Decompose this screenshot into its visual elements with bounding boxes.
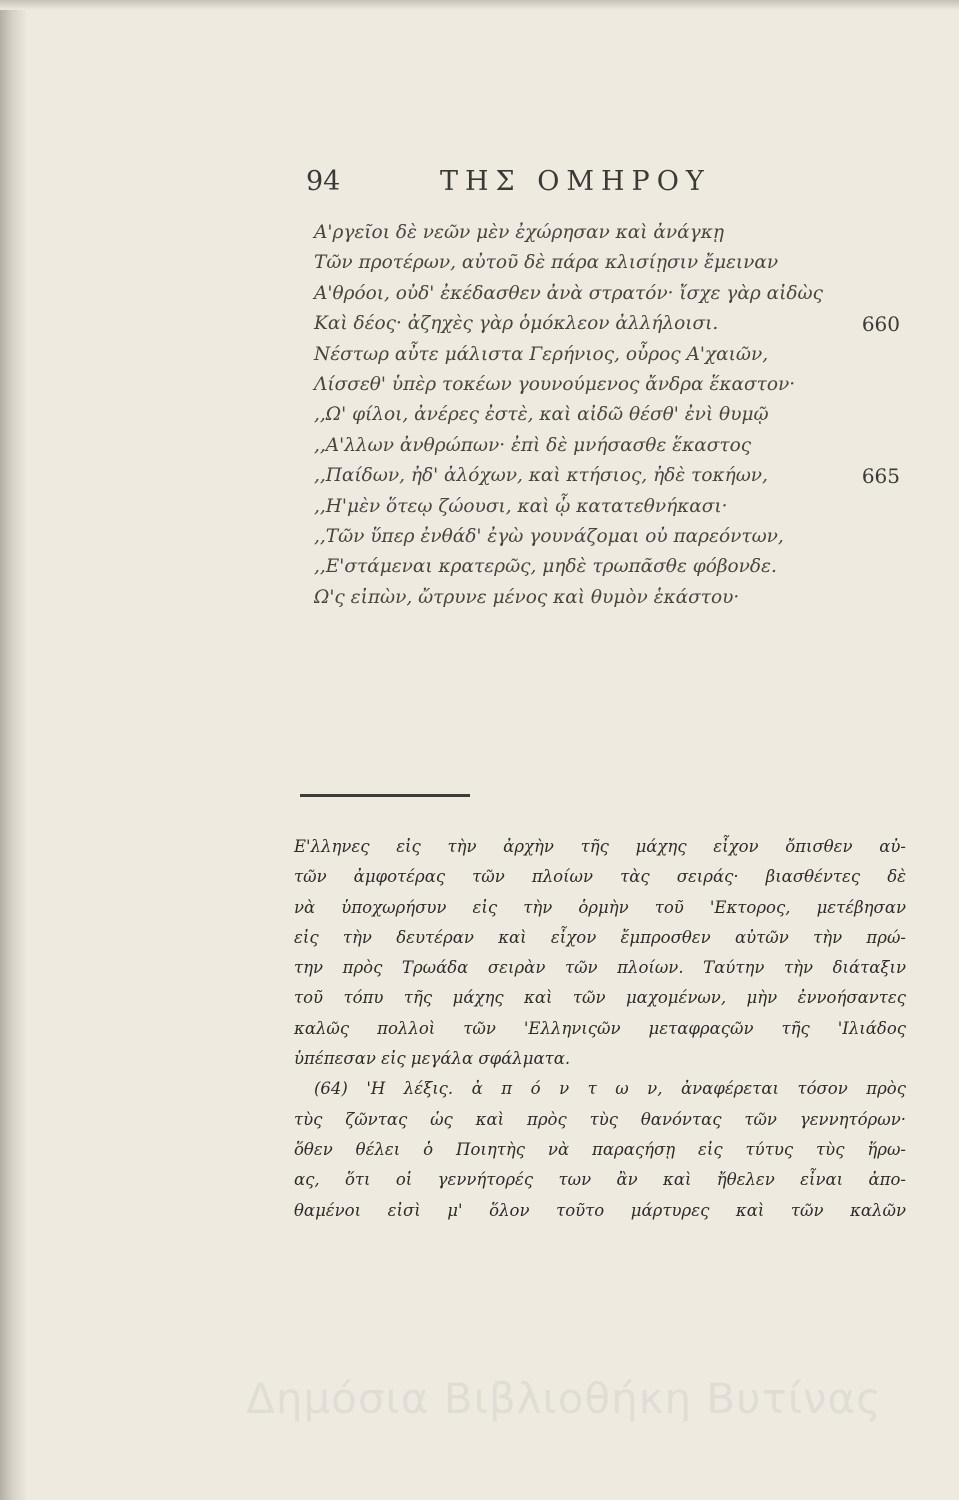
note-line: την πρὸς Τρωάδα σειρὰν τῶν πλοίων. Ταύτην τὴν διάταξιν: [294, 958, 906, 978]
verse-line: Νέστωρ αὖτε μάλιστα Γερήνιος, οὖρος Α'χαιῶν,: [314, 343, 769, 365]
note-line: ὑπέπεσαν εἰς μεγάλα σφάλματα.: [294, 1049, 571, 1069]
note-line: ὅθεν θέλει ὁ Ποιητὴς νὰ παραςήσῃ εἰς τύτυς τὺς ἥρω-: [294, 1139, 906, 1159]
page-binding-shadow: [0, 0, 28, 1500]
verse-line: ,,Τῶν ὕπερ ἐνθάδ' ἐγὼ γουνάζομαι οὐ παρεόντων,: [314, 525, 784, 547]
note-line: Ε'λληνες εἰς τὴν ἀρχὴν τῆς μάχης εἶχον ὄπισθεν αὐ-: [294, 837, 906, 856]
note-line: τοῦ τόπυ τῆς μάχης καὶ τῶν μαχομένων, μὴν ἐννοήσαντες: [294, 988, 906, 1008]
verse-block: [314, 218, 900, 613]
verse-line: ,,Παίδων, ἠδ' ἀλόχων, καὶ κτήσιος, ἠδὲ τοκήων, 665: [314, 461, 900, 491]
verse-line: Α'ργεῖοι δὲ νεῶν μὲν ἐχώρησαν καὶ ἀνάγκῃ: [314, 222, 724, 243]
note-line: ας, ὅτι οἱ γεννήτορές των ἂν καὶ ἤθελεν εἶναι ἀπο-: [294, 1170, 906, 1190]
footnote-rule: [300, 794, 470, 797]
verse-line: ,,Η'μὲν ὅτεῳ ζώουσι, καὶ ᾧ κατατεθνήκασι·: [314, 495, 728, 517]
note-line: τῶν ἀμφοτέρας τῶν πλοίων τὰς σειράς· βιασθέντες δὲ: [294, 867, 906, 887]
note-line: θαμένοι εἰσὶ μ' ὅλον τοῦτο μάρτυρες καὶ τῶν καλῶν: [294, 1200, 906, 1220]
note-line: τὺς ζῶντας ὡς καὶ πρὸς τὺς θανόντας τῶν γεννητόρων·: [294, 1109, 906, 1129]
page-number: 94: [306, 166, 341, 197]
verse-line: ,,Ε'στάμεναι κρατερῶς, μηδὲ τρωπᾶσθε φόβονδε.: [314, 556, 777, 578]
note-line: καλῶς πολλοὶ τῶν 'Ελληνιςῶν μεταφραςῶν τῆς 'Ιλιάδος: [294, 1018, 906, 1038]
running-head: ΤΗΣ ΟΜΗΡΟΥ: [440, 166, 711, 197]
line-number: 660: [861, 312, 900, 337]
library-watermark: Δημόσια Βιβλιοθήκη Βυτίνας: [246, 1374, 882, 1423]
note-line: νὰ ὑποχωρήσυν εἰς τὴν ὁρμὴν τοῦ 'Εκτορος, μετέβησαν: [294, 897, 906, 917]
verse-line: Ω'ς εἰπὼν, ὤτρυνε μένος καὶ θυμὸν ἑκάστου·: [314, 586, 740, 608]
note-line: εἰς τὴν δευτέραν καὶ εἶχον ἔμπροσθεν αὐτῶν τὴν πρώ-: [294, 927, 906, 947]
verse-line: Α'θρόοι, οὐδ' ἐκέδασθεν ἀνὰ στρατόν· ἴσχε γὰρ αἰδὼς: [314, 282, 823, 304]
verse-line: ,,Α'λλων ἀνθρώπων· ἐπὶ δὲ μνήσασθε ἕκαστος: [314, 434, 752, 456]
verse-line: ,,Ω' φίλοι, ἀνέρες ἐστὲ, καὶ αἰδῶ θέσθ' ἐνὶ θυμῷ: [314, 404, 769, 426]
line-number: 665: [861, 464, 900, 489]
verse-line: Λίσσεθ' ὑπὲρ τοκέων γουνούμενος ἄνδρα ἕκαστον·: [314, 373, 796, 395]
verse-line: Καὶ δέος· ἀζηχὲς γὰρ ὁμόκλεον ἀλλήλοισι. 660: [314, 309, 900, 339]
verse-line: Τῶν προτέρων, αὐτοῦ δὲ πάρα κλισίῃσιν ἔμειναν: [314, 252, 779, 274]
page-top-edge: [0, 0, 959, 10]
note-line: (64) 'Η λέξις. ἀ π ό ν τ ω ν, ἀναφέρεται τόσον πρὸς: [314, 1079, 906, 1099]
footnotes: [294, 832, 906, 1226]
